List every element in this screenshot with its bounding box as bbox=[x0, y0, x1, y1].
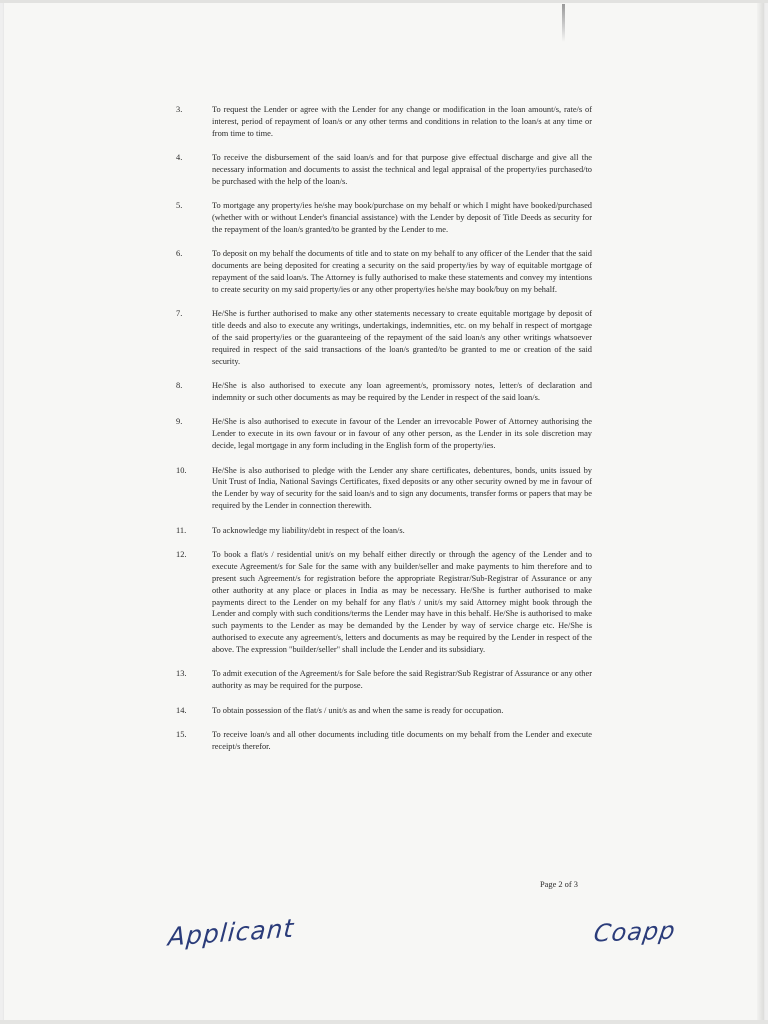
clause-text: To book a flat/s / residential unit/s on my behalf either directly or through the agency of the Lender and to execute Agreement/s for Sale for the same with any builder/seller and make payments to him therefore and to present such Agreement/s for registration before the appropriate Registrar/Sub-Registrar of Assurance or any other authority at any place or places in India as may be necessary. He/She is further authorised to make payments direct to the Lender on my behalf for any flat/s / unit/s my said Attorney might book through the Lender and comply with such conditions/terms the Lender may have in this behalf. He/She is authorised to make such payments to the Lender as may be demanded by the Lender by way of service charge etc. He/She is authorised to execute any agreement/s, letters and documents as may be required by the Lender in respect of the above. The expression "builder/seller" shall include the Lender and its subsidiary. bbox=[212, 549, 592, 655]
clause-5 bbox=[176, 200, 592, 236]
clause-9 bbox=[176, 416, 592, 452]
page-number: Page 2 of 3 bbox=[540, 880, 578, 889]
clause-text: He/She is also authorised to execute any loan agreement/s, promissory notes, letter/s of declaration and indemnity or such other documents as may be required by the Lender in respect of the said loan/s. bbox=[212, 381, 592, 403]
clause-text: He/She is also authorised to execute in favour of the Lender an irrevocable Power of Attorney authorising the Lender to execute in its own favour or in favour of any other person, as the Lender in its sole discretion may decide, legal mortgage in any form including in the English form of the property/ies. bbox=[212, 417, 592, 451]
clause-12 bbox=[176, 549, 592, 656]
clause-14 bbox=[176, 705, 592, 717]
page-edge-shadow bbox=[757, 0, 764, 1024]
bottom-page-edge bbox=[0, 1020, 768, 1024]
clause-number: 7. bbox=[176, 309, 183, 319]
clause-11 bbox=[176, 525, 592, 537]
clause-text: To mortgage any property/ies he/she may book/purchase on my behalf or which I might have booked/purchased (whether with or without Lender's financial assistance) with the Lender by deposit of Title Deeds as security for the repayment of the loan/s granted/to be granted by the Lender to me. bbox=[212, 201, 592, 235]
clause-text: He/She is also authorised to pledge with the Lender any share certificates, debentures, bonds, units issued by Unit Trust of India, National Savings Certificates, fixed deposits or any other security owned by me in favour of the Lender by way of security for the said loan/s and to sign any documents, transfer forms or papers that may be required by the Lender in connection therewith. bbox=[212, 465, 592, 511]
clause-text: To acknowledge my liability/debt in respect of the loan/s. bbox=[212, 525, 405, 535]
clause-text: To receive the disbursement of the said loan/s and for that purpose give effectual discharge and give all the necessary information and documents to assist the technical and legal appraisal of the property/ies purchased/to be purchased with the help of the loan/s. bbox=[212, 153, 592, 186]
clause-number: 15. bbox=[176, 729, 187, 739]
clause-number: 4. bbox=[176, 153, 183, 163]
clause-text: To admit execution of the Agreement/s for Sale before the said Registrar/Sub Registrar of Assurance or any other authority as may be required for the purpose. bbox=[212, 669, 592, 691]
clause-number: 13. bbox=[176, 669, 187, 679]
clause-13 bbox=[176, 668, 592, 692]
clause-number: 11. bbox=[176, 525, 187, 535]
clause-10 bbox=[176, 465, 592, 513]
clause-3 bbox=[176, 104, 592, 140]
clause-number: 9. bbox=[176, 417, 183, 427]
clause-text: To receive loan/s and all other documents including title documents on my behalf from the Lender and execute receipt/s therefor. bbox=[212, 729, 592, 751]
clause-8 bbox=[176, 380, 592, 404]
clause-text: To obtain possession of the flat/s / unit/s as and when the same is ready for occupation. bbox=[212, 705, 504, 715]
clause-6 bbox=[176, 248, 592, 296]
clause-number: 14. bbox=[176, 705, 187, 715]
clause-7 bbox=[176, 308, 592, 368]
clause-number: 5. bbox=[176, 201, 183, 211]
clause-number: 8. bbox=[176, 381, 183, 391]
clause-4 bbox=[176, 152, 592, 188]
clause-number: 6. bbox=[176, 249, 183, 259]
clause-text: He/She is further authorised to make any other statements necessary to create equitable mortgage by deposit of title deeds and also to execute any writings, undertakings, indemnities, etc. on my behalf in respect of mortgage of the said property/ies or the guaranteeing of the repayment of the said loan/s any other writings whatsoever required in respect of the said transactions of the loan/s granted/to be granted to me or creation of the said security. bbox=[212, 309, 592, 366]
clause-list bbox=[176, 104, 592, 765]
top-page-edge bbox=[0, 0, 768, 3]
applicant-signature: Applicant bbox=[167, 913, 296, 952]
clause-number: 12. bbox=[176, 549, 187, 559]
coapplicant-signature: Coapp bbox=[592, 916, 678, 948]
clause-text: To deposit on my behalf the documents of title and to state on my behalf to any officer of the Lender that the said documents are being deposited for creating a security on the said property/ies by way of equitable mortgage of repayment of the said loan/s. The Attorney is fully authorised to make these statements and convey my intentions to create security on my said property/ies or any other property/ies he/she may book/buy on my behalf. bbox=[212, 249, 592, 295]
clause-number: 10. bbox=[176, 465, 187, 475]
clause-number: 3. bbox=[176, 105, 183, 114]
staple-mark bbox=[562, 4, 565, 42]
clause-text: To request the Lender or agree with the Lender for any change or modification in the loan amount/s, rate/s of interest, period of repayment of loan/s or any other terms and conditions in relation to the loan/s at any time or from time to time. bbox=[212, 105, 592, 138]
clause-15 bbox=[176, 729, 592, 753]
